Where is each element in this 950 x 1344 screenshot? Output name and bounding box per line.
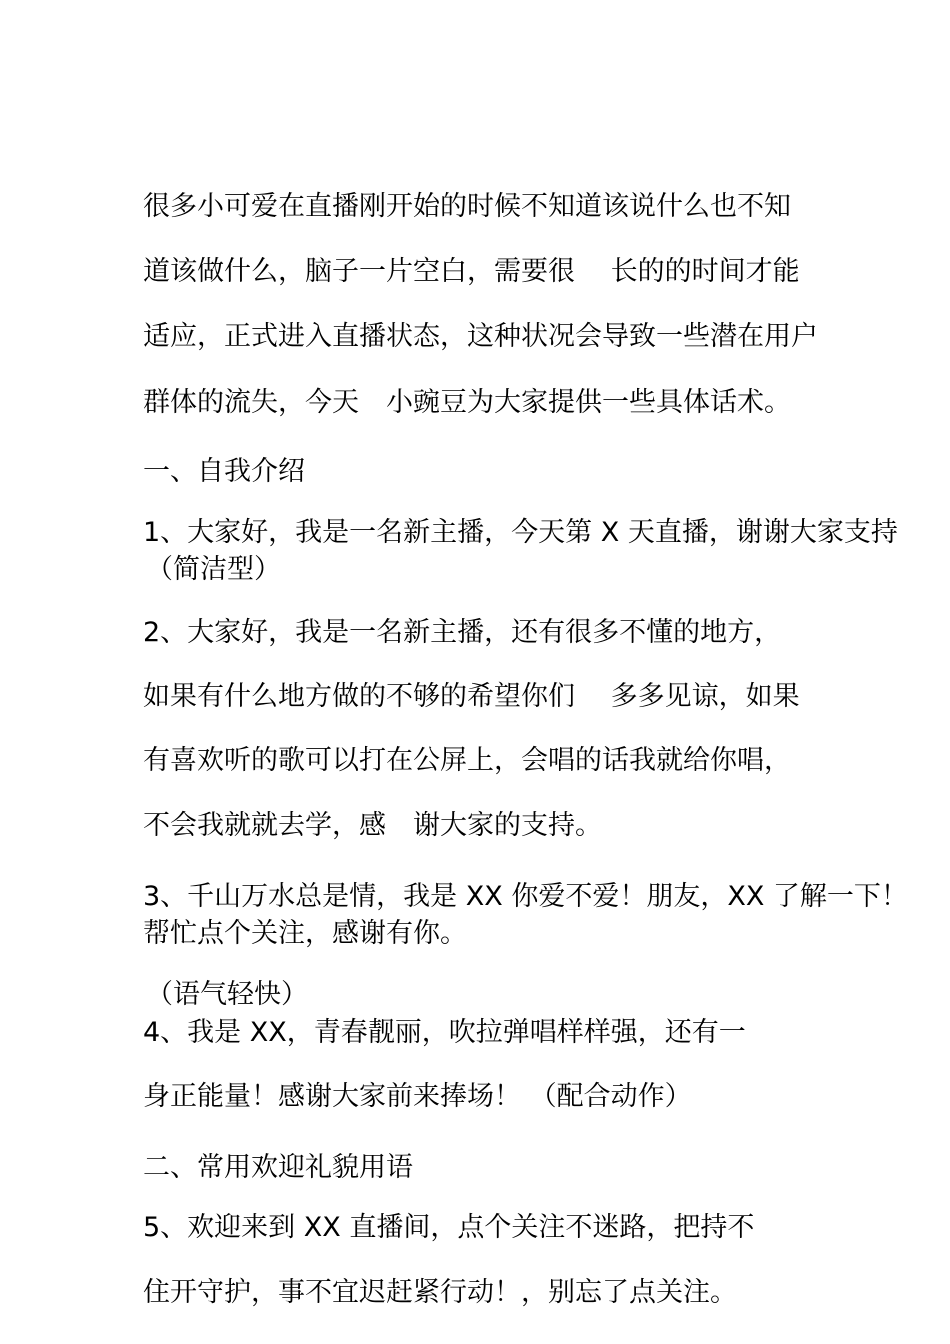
paragraph-line: 住开守护，事不宜迟赶紧行动！，别忘了点关注。 (143, 1277, 737, 1308)
list-item: 2、大家好，我是一名新主播，还有很多不懂的地方， (143, 617, 782, 648)
paragraph-line: 有喜欢听的歌可以打在公屏上，会唱的话我就给你唱， (143, 745, 791, 776)
paragraph-line: 适应，正式进入直播状态，这种状况会导致一些潜在用户 (143, 321, 818, 352)
list-item: 5、欢迎来到 XX 直播间，点个关注不迷路，把持不 (143, 1212, 755, 1243)
section-heading: 一、自我介绍 (143, 456, 305, 487)
list-item: 3、千山万水总是情，我是 XX 你爱不爱！朋友，XX 了解一下！ (143, 881, 908, 912)
paragraph-line: 道该做什么，脑子一片空白，需要很 长的的时间才能 (143, 256, 800, 287)
paragraph-line: 群体的流失，今天 小豌豆为大家提供一些具体话术。 (143, 387, 791, 418)
paragraph-line: 身正能量！感谢大家前来捧场！ （配合动作） (143, 1081, 692, 1112)
paragraph-line: 帮忙点个关注，感谢有你。 (143, 918, 467, 949)
list-item: 1、大家好，我是一名新主播，今天第 X 天直播，谢谢大家支持 (143, 517, 898, 548)
paragraph-line: 如果有什么地方做的不够的希望你们 多多见谅，如果 (143, 681, 800, 712)
list-item-note: （语气轻快） (146, 979, 308, 1010)
list-item-note: （简洁型） (146, 554, 281, 585)
list-item: 4、我是 XX，青春靓丽，吹拉弹唱样样强，还有一 (143, 1017, 746, 1048)
paragraph-line: 不会我就就去学，感 谢大家的支持。 (143, 810, 602, 841)
section-heading: 二、常用欢迎礼貌用语 (143, 1152, 413, 1183)
paragraph-line: 很多小可爱在直播刚开始的时候不知道该说什么也不知 (143, 191, 791, 222)
